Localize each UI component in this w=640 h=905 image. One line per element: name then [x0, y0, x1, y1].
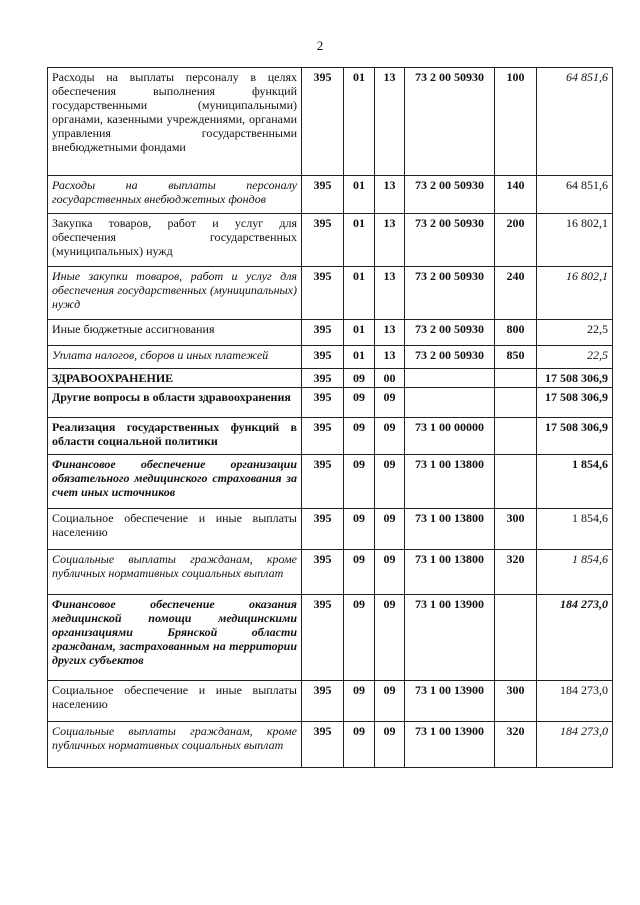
expense-type-code: 320	[495, 550, 537, 595]
subsection-code: 09	[375, 455, 405, 509]
target-article-code: 73 1 00 13800	[405, 455, 495, 509]
amount: 22,5	[537, 346, 613, 369]
expense-name: Финансовое обеспечение организации обязательного медицинского страхования за счет иных источников	[48, 455, 302, 509]
subsection-code: 09	[375, 595, 405, 681]
ministry-code: 395	[302, 176, 344, 214]
section-code: 09	[344, 681, 375, 722]
amount: 16 802,1	[537, 267, 613, 320]
ministry-code: 395	[302, 681, 344, 722]
expense-type-code: 300	[495, 509, 537, 550]
expense-type-code: 320	[495, 722, 537, 768]
table-row	[48, 455, 613, 509]
amount: 1 854,6	[537, 509, 613, 550]
amount: 17 508 306,9	[537, 388, 613, 418]
target-article-code: 73 1 00 13900	[405, 722, 495, 768]
ministry-code: 395	[302, 320, 344, 346]
expense-type-code: 140	[495, 176, 537, 214]
section-code: 09	[344, 595, 375, 681]
section-code: 01	[344, 176, 375, 214]
target-article-code: 73 1 00 13800	[405, 550, 495, 595]
ministry-code: 395	[302, 455, 344, 509]
expense-name: Уплата налогов, сборов и иных платежей	[48, 346, 302, 369]
table-row	[48, 509, 613, 550]
section-code: 09	[344, 388, 375, 418]
section-code: 09	[344, 455, 375, 509]
target-article-code: 73 1 00 00000	[405, 418, 495, 455]
expense-type-code: 300	[495, 681, 537, 722]
expense-name: Финансовое обеспечение оказания медицинской помощи медицинскими организациями Брянской области гражданам, застрахованным на территории других субъектов	[48, 595, 302, 681]
subsection-code: 13	[375, 267, 405, 320]
subsection-code: 09	[375, 418, 405, 455]
target-article-code: 73 2 00 50930	[405, 346, 495, 369]
ministry-code: 395	[302, 722, 344, 768]
table-row	[48, 68, 613, 176]
ministry-code: 395	[302, 346, 344, 369]
table-row	[48, 346, 613, 369]
target-article-code: 73 2 00 50930	[405, 320, 495, 346]
expense-name: Иные бюджетные ассигнования	[48, 320, 302, 346]
amount: 64 851,6	[537, 68, 613, 176]
ministry-code: 395	[302, 418, 344, 455]
amount: 184 273,0	[537, 722, 613, 768]
expense-type-code: 200	[495, 214, 537, 267]
subsection-code: 09	[375, 509, 405, 550]
subsection-code: 09	[375, 388, 405, 418]
amount: 1 854,6	[537, 550, 613, 595]
section-code: 09	[344, 418, 375, 455]
section-code: 01	[344, 68, 375, 176]
target-article-code: 73 2 00 50930	[405, 176, 495, 214]
amount: 1 854,6	[537, 455, 613, 509]
expense-type-code: 800	[495, 320, 537, 346]
amount: 16 802,1	[537, 214, 613, 267]
expense-name: Закупка товаров, работ и услуг для обеспечения государственных (муниципальных) нужд	[48, 214, 302, 267]
section-code: 01	[344, 320, 375, 346]
expense-name: Расходы на выплаты персоналу в целях обеспечения выполнения функций государственными (муниципальными) органами, казенными учреждениями, органами управления государственными внебюджетными фондами	[48, 68, 302, 176]
target-article-code	[405, 369, 495, 388]
expense-name: Расходы на выплаты персоналу государственных внебюджетных фондов	[48, 176, 302, 214]
expense-type-code	[495, 455, 537, 509]
table-row	[48, 176, 613, 214]
target-article-code: 73 1 00 13900	[405, 595, 495, 681]
subsection-code: 09	[375, 681, 405, 722]
expense-type-code: 850	[495, 346, 537, 369]
expense-name: Социальные выплаты гражданам, кроме публичных нормативных социальных выплат	[48, 722, 302, 768]
ministry-code: 395	[302, 509, 344, 550]
expense-type-code	[495, 418, 537, 455]
target-article-code: 73 1 00 13800	[405, 509, 495, 550]
expense-name: Социальные выплаты гражданам, кроме публичных нормативных социальных выплат	[48, 550, 302, 595]
expense-type-code: 100	[495, 68, 537, 176]
subsection-code: 13	[375, 346, 405, 369]
target-article-code: 73 2 00 50930	[405, 267, 495, 320]
table-row	[48, 388, 613, 418]
ministry-code: 395	[302, 214, 344, 267]
subsection-code: 13	[375, 214, 405, 267]
target-article-code: 73 2 00 50930	[405, 214, 495, 267]
section-code: 09	[344, 369, 375, 388]
target-article-code	[405, 388, 495, 418]
expense-name: Социальное обеспечение и иные выплаты населению	[48, 681, 302, 722]
amount: 17 508 306,9	[537, 418, 613, 455]
expense-type-code: 240	[495, 267, 537, 320]
page-number: 2	[316, 38, 324, 53]
ministry-code: 395	[302, 550, 344, 595]
table-row	[48, 418, 613, 455]
table-row	[48, 595, 613, 681]
amount: 22,5	[537, 320, 613, 346]
table-row	[48, 722, 613, 768]
subsection-code: 13	[375, 176, 405, 214]
ministry-code: 395	[302, 369, 344, 388]
subsection-code: 09	[375, 550, 405, 595]
table-row	[48, 267, 613, 320]
expense-name: Другие вопросы в области здравоохранения	[48, 388, 302, 418]
amount: 64 851,6	[537, 176, 613, 214]
table-row	[48, 550, 613, 595]
subsection-code: 09	[375, 722, 405, 768]
subsection-code: 13	[375, 320, 405, 346]
budget-table	[47, 67, 613, 768]
expense-name: ЗДРАВООХРАНЕНИЕ	[48, 369, 302, 388]
ministry-code: 395	[302, 388, 344, 418]
amount: 184 273,0	[537, 595, 613, 681]
table-row	[48, 369, 613, 388]
amount: 17 508 306,9	[537, 369, 613, 388]
expense-type-code	[495, 595, 537, 681]
expense-name: Социальное обеспечение и иные выплаты населению	[48, 509, 302, 550]
section-code: 01	[344, 267, 375, 320]
expense-name: Реализация государственных функций в области социальной политики	[48, 418, 302, 455]
expense-name: Иные закупки товаров, работ и услуг для обеспечения государственных (муниципальных) нужд	[48, 267, 302, 320]
subsection-code: 13	[375, 68, 405, 176]
ministry-code: 395	[302, 267, 344, 320]
table-row	[48, 320, 613, 346]
expense-type-code	[495, 369, 537, 388]
target-article-code: 73 1 00 13900	[405, 681, 495, 722]
amount: 184 273,0	[537, 681, 613, 722]
section-code: 09	[344, 509, 375, 550]
ministry-code: 395	[302, 68, 344, 176]
section-code: 01	[344, 214, 375, 267]
target-article-code: 73 2 00 50930	[405, 68, 495, 176]
section-code: 09	[344, 550, 375, 595]
subsection-code: 00	[375, 369, 405, 388]
table-row	[48, 214, 613, 267]
expense-type-code	[495, 388, 537, 418]
ministry-code: 395	[302, 595, 344, 681]
table-row	[48, 681, 613, 722]
section-code: 09	[344, 722, 375, 768]
section-code: 01	[344, 346, 375, 369]
